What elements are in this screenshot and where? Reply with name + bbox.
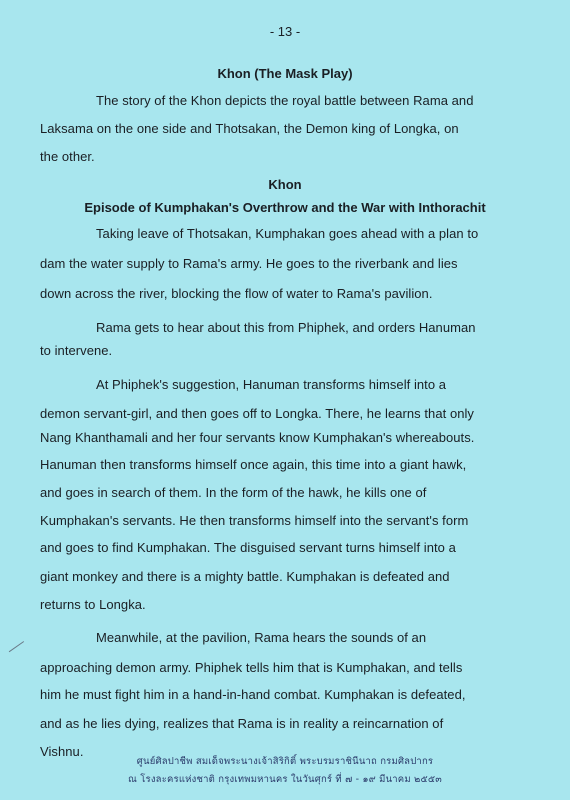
footer-line-1: ศูนย์ศิลปาชีพ สมเด็จพระนางเจ้าสิริกิติ์ พระบรมราชินีนาถ กรมศิลปากร: [136, 756, 434, 767]
paragraph1-line-3: down across the river, blocking the flow of water to Rama's pavilion.: [40, 286, 433, 301]
paragraph3-line-3: Nang Khanthamali and her four servants know Kumphakan's whereabouts.: [40, 430, 475, 445]
intro-line-2: Laksama on the one side and Thotsakan, the Demon king of Longka, on: [40, 121, 459, 136]
paragraph1-line-1: Taking leave of Thotsakan, Kumphakan goes ahead with a plan to: [96, 226, 479, 241]
paragraph4-line-5: Vishnu.: [40, 744, 84, 759]
episode-heading: Episode of Kumphakan's Overthrow and the War with Inthorachit: [84, 200, 486, 215]
margin-pen-mark: [9, 641, 25, 654]
intro-line-1: The story of the Khon depicts the royal battle between Rama and: [96, 93, 474, 108]
paragraph3-line-8: giant monkey and there is a mighty battle. Kumphakan is defeated and: [40, 569, 450, 584]
paragraph1-line-2: dam the water supply to Rama's army. He goes to the riverbank and lies: [40, 256, 458, 271]
intro-line-3: the other.: [40, 149, 95, 164]
paragraph3-line-6: Kumphakan's servants. He then transforms himself into the servant's form: [40, 513, 469, 528]
paragraph4-line-2: approaching demon army. Phiphek tells him that is Kumphakan, and tells: [40, 660, 463, 675]
paragraph4-line-3: him he must fight him in a hand-in-hand combat. Kumphakan is defeated,: [40, 687, 466, 702]
paragraph3-line-4: Hanuman then transforms himself once again, this time into a giant hawk,: [40, 457, 467, 472]
paragraph4-line-4: and as he lies dying, realizes that Rama is in reality a reincarnation of: [40, 716, 444, 731]
document-title: Khon (The Mask Play): [217, 66, 353, 81]
paragraph3-line-9: returns to Longka.: [40, 597, 146, 612]
paragraph3-line-7: and goes to find Kumphakan. The disguised servant turns himself into a: [40, 540, 456, 555]
paragraph2-line-1: Rama gets to hear about this from Phiphek, and orders Hanuman: [96, 320, 476, 335]
paragraph2-line-2: to intervene.: [40, 343, 113, 358]
page-number: - 13 -: [269, 24, 301, 39]
paragraph3-line-5: and goes in search of them. In the form of the hawk, he kills one of: [40, 485, 427, 500]
section-heading: Khon: [268, 177, 302, 192]
paragraph3-line-1: At Phiphek's suggestion, Hanuman transforms himself into a: [96, 377, 447, 392]
footer-line-2: ณ โรงละครแห่งชาติ กรุงเทพมหานคร ในวันศุกร์ ที่ ๗ - ๑๙ มีนาคม ๒๕๕๓: [128, 774, 442, 785]
paragraph3-line-2: demon servant-girl, and then goes off to Longka. There, he learns that only: [40, 406, 474, 421]
paragraph4-line-1: Meanwhile, at the pavilion, Rama hears the sounds of an: [96, 630, 427, 645]
